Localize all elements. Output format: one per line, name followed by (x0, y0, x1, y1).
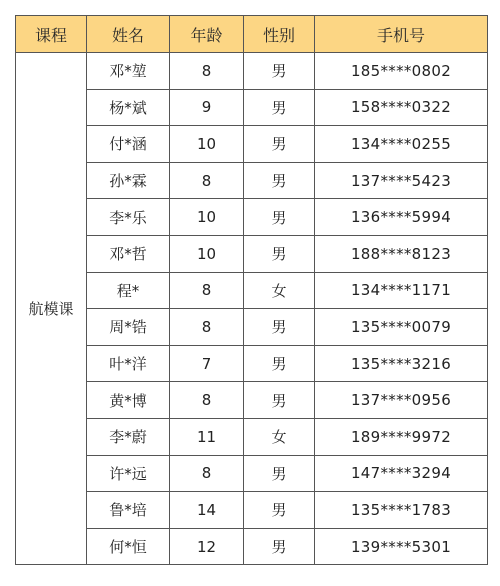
table-row (16, 272, 488, 309)
phone-cell: 135****1783 (315, 492, 488, 529)
header-name: 姓名 (87, 16, 170, 53)
age-cell: 10 (170, 235, 244, 272)
gender-cell: 男 (244, 309, 315, 346)
name-cell: 许*远 (87, 455, 170, 492)
table-row (16, 528, 488, 565)
table-body (16, 53, 488, 565)
gender-cell: 女 (244, 272, 315, 309)
gender-cell: 男 (244, 126, 315, 163)
gender-cell: 男 (244, 162, 315, 199)
student-roster-table (15, 15, 488, 565)
phone-cell: 137****5423 (315, 162, 488, 199)
table-header (16, 16, 488, 53)
table-row (16, 455, 488, 492)
table-row (16, 382, 488, 419)
table-row (16, 309, 488, 346)
table-row (16, 162, 488, 199)
header-age: 年龄 (170, 16, 244, 53)
name-cell: 李*蔚 (87, 418, 170, 455)
age-cell: 8 (170, 53, 244, 90)
name-cell: 程* (87, 272, 170, 309)
phone-cell: 189****9972 (315, 418, 488, 455)
gender-cell: 男 (244, 53, 315, 90)
header-gender: 性别 (244, 16, 315, 53)
phone-cell: 135****3216 (315, 345, 488, 382)
phone-cell: 139****5301 (315, 528, 488, 565)
table-row (16, 345, 488, 382)
phone-cell: 135****0079 (315, 309, 488, 346)
name-cell: 孙*霖 (87, 162, 170, 199)
gender-cell: 男 (244, 492, 315, 529)
phone-cell: 134****1171 (315, 272, 488, 309)
name-cell: 邓*哲 (87, 235, 170, 272)
phone-cell: 188****8123 (315, 235, 488, 272)
gender-cell: 男 (244, 235, 315, 272)
age-cell: 10 (170, 126, 244, 163)
course-cell: 航模课 (16, 53, 87, 565)
phone-cell: 158****0322 (315, 89, 488, 126)
gender-cell: 女 (244, 418, 315, 455)
age-cell: 8 (170, 272, 244, 309)
name-cell: 邓*堃 (87, 53, 170, 90)
table-row (16, 53, 488, 90)
age-cell: 8 (170, 309, 244, 346)
age-cell: 8 (170, 162, 244, 199)
age-cell: 10 (170, 199, 244, 236)
age-cell: 8 (170, 382, 244, 419)
age-cell: 12 (170, 528, 244, 565)
age-cell: 7 (170, 345, 244, 382)
phone-cell: 137****0956 (315, 382, 488, 419)
name-cell: 何*恒 (87, 528, 170, 565)
name-cell: 鲁*培 (87, 492, 170, 529)
age-cell: 8 (170, 455, 244, 492)
table-row (16, 235, 488, 272)
phone-cell: 147****3294 (315, 455, 488, 492)
table-row (16, 418, 488, 455)
table-row (16, 492, 488, 529)
phone-cell: 185****0802 (315, 53, 488, 90)
name-cell: 叶*洋 (87, 345, 170, 382)
header-row (16, 16, 488, 53)
gender-cell: 男 (244, 382, 315, 419)
name-cell: 杨*斌 (87, 89, 170, 126)
phone-cell: 134****0255 (315, 126, 488, 163)
age-cell: 14 (170, 492, 244, 529)
header-phone: 手机号 (315, 16, 488, 53)
gender-cell: 男 (244, 89, 315, 126)
age-cell: 11 (170, 418, 244, 455)
header-course: 课程 (16, 16, 87, 53)
name-cell: 付*涵 (87, 126, 170, 163)
name-cell: 黄*博 (87, 382, 170, 419)
name-cell: 周*锆 (87, 309, 170, 346)
table-row (16, 126, 488, 163)
name-cell: 李*乐 (87, 199, 170, 236)
phone-cell: 136****5994 (315, 199, 488, 236)
gender-cell: 男 (244, 345, 315, 382)
gender-cell: 男 (244, 455, 315, 492)
gender-cell: 男 (244, 199, 315, 236)
table-row (16, 89, 488, 126)
age-cell: 9 (170, 89, 244, 126)
gender-cell: 男 (244, 528, 315, 565)
table-row (16, 199, 488, 236)
